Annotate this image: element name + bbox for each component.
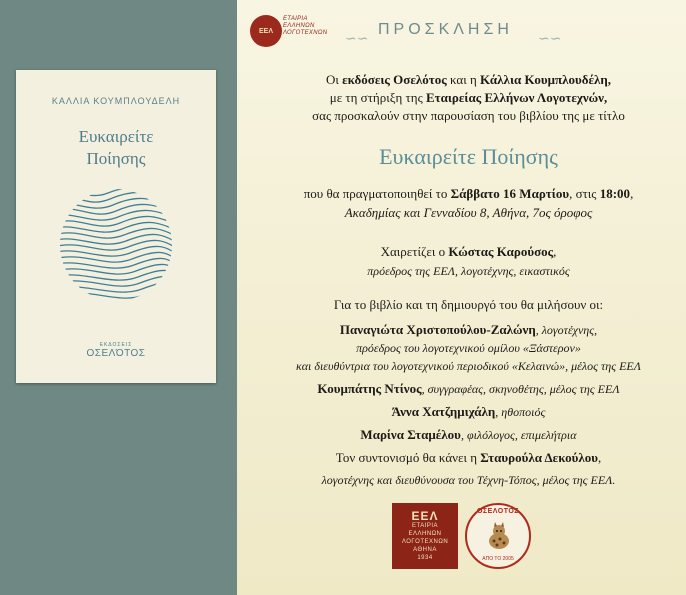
book-title (16, 126, 216, 170)
speaker-3: Άννα Χατζημιχάλη, ηθοποιός (391, 404, 546, 419)
speaker-4: Μαρίνα Σταμέλου, φιλόλογος, επιμελήτρια (360, 427, 577, 442)
event-title: Ευκαιρείτε Ποίησης (379, 144, 558, 169)
speaker-1-role-2: και διευθύντρια του λογοτεχνικού περιοδικού «Κελαινώ», μέλος της ΕΕΛ (295, 359, 642, 373)
greeting-line: Χαιρετίζει ο Κώστας Καρούσος, (380, 244, 557, 259)
left-panel (0, 0, 237, 595)
intro-line-1: Οι εκδόσεις Οσελότος και η Κάλλια Κουμπλουδέλη, (325, 72, 612, 87)
greeting-role: πρόεδρος της ΕΕΛ, λογοτέχνης, εικαστικός (367, 264, 570, 278)
publisher-label: ΕΚΔΟΣΕΙΣ (99, 342, 133, 348)
publisher-mark (16, 342, 216, 359)
oselotos-logo-since: ΑΠΟ ΤΟ 2005 (482, 556, 514, 562)
speakers-intro: Για το βιβλίο και τη δημιουργό του θα μιλήσουν οι: (333, 297, 604, 312)
invitation-heading: ΠΡΟΣΚΛΗΣΗ (378, 21, 513, 38)
book-author: ΚΑΛΛΙΑ ΚΟΥΜΠΛΟΥΔΕΛΗ (51, 96, 181, 106)
eel-logo: ΕΕΛ ΕΤΑΙΡΙΑ ΕΛΛΗΝΩΝ ΛΟΓΟΤΕΧΝΩΝ ΑΘΗΝΑ 1934 (392, 503, 458, 569)
event-where: Ακαδημίας και Γενναδίου 8, Αθήνα, 7ος όροφος (344, 205, 593, 220)
eel-small-logo: ΕΕΛ (250, 15, 282, 47)
ornament-left-icon: ∽∽ (345, 32, 369, 47)
eel-small-logo-text: ΕΤΑΙΡΙΑ ΕΛΛΗΝΩΝ ΛΟΓΟΤΕΧΝΩΝ (283, 16, 328, 36)
intro-line-2: με τη στήριξη της Εταιρείας Ελλήνων Λογοτεχνών, (329, 90, 608, 105)
book-cover (16, 70, 216, 383)
oselotos-logo-name: ΟΣΕΛΟΤΟΣ (476, 508, 520, 515)
ocelot-icon (485, 521, 513, 551)
oselotos-logo (465, 503, 531, 569)
publisher-name: ΟΣΕΛΌΤΟΣ (86, 348, 146, 359)
book-title-line1: Ευκαιρείτε (78, 127, 154, 146)
speaker-2: Κουμπάτης Ντίνος, συγγραφέας, σκηνοθέτης, μέλος της ΕΕΛ (317, 381, 620, 396)
book-title-line2: Ποίησης (86, 149, 146, 168)
intro-line-3: σας προσκαλούν στην παρουσίαση του βιβλίου της με τίτλο (312, 108, 625, 123)
ornament-right-icon: ∽∽ (538, 32, 562, 47)
waves-illustration (58, 187, 174, 303)
moderator-line: Τον συντονισμό θα κάνει η Σταυρούλα Δεκούλου, (335, 450, 602, 465)
event-when: που θα πραγματοποιηθεί το Σάββατο 16 Μαρτίου, στις 18:00, (303, 186, 634, 201)
speaker-1: Παναγιώτα Χριστοπούλου-Ζαλώνη, λογοτέχνης, (339, 322, 598, 337)
speaker-1-role: πρόεδρος του λογοτεχνικού ομίλου «Ξάστερον» (356, 341, 581, 355)
moderator-role: λογοτέχνης και διευθύνουσα του Τέχνη-Τόπος, μέλος της ΕΕΛ. (321, 473, 616, 487)
